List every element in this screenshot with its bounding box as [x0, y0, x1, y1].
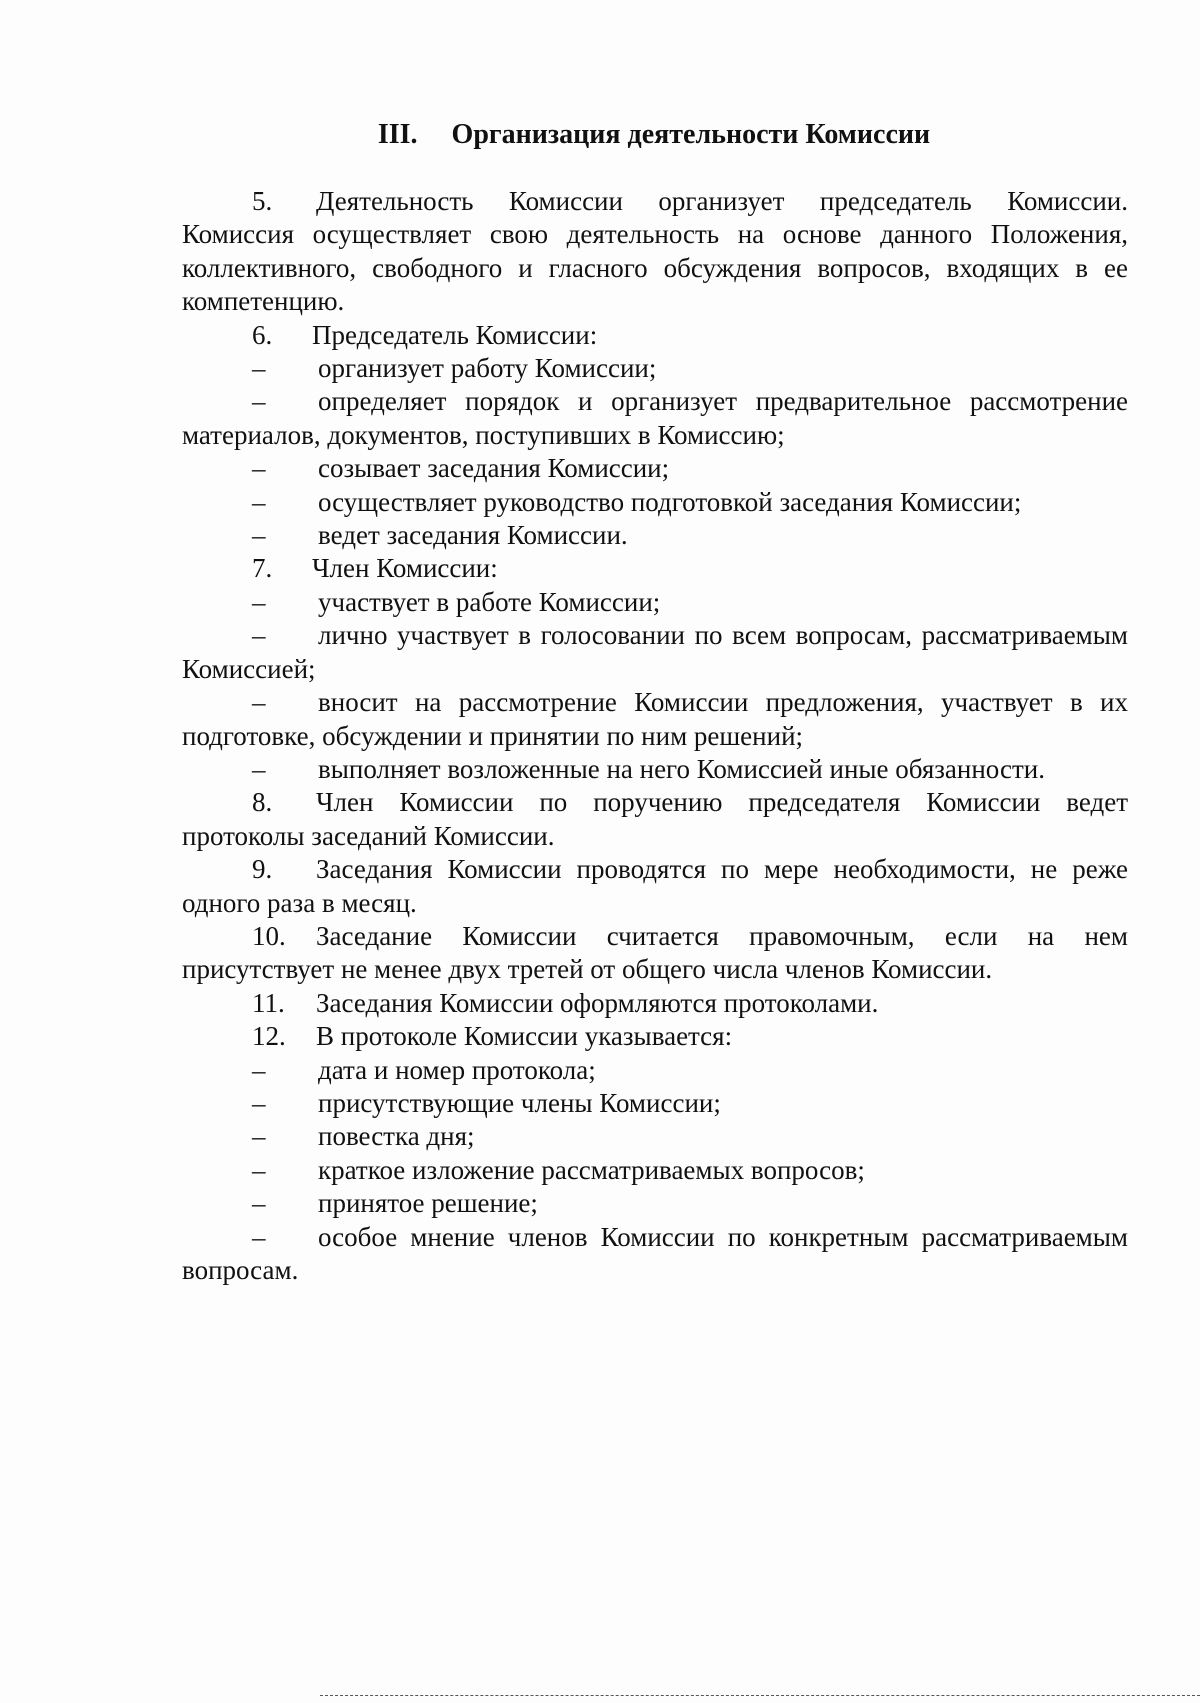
paragraph-text: Председатель Комиссии:: [312, 319, 598, 350]
list-item-text: дата и номер протокола;: [318, 1054, 596, 1085]
list-item-text: выполняет возложенные на него Комиссией иные обязанности.: [318, 753, 1045, 784]
list-item-text: краткое изложение рассматриваемых вопросов;: [318, 1154, 865, 1185]
list-item-text: созывает заседания Комиссии;: [318, 453, 670, 484]
document-body: [182, 185, 1128, 1287]
list-item: [182, 586, 1128, 619]
paragraph-number: 7.: [252, 553, 273, 584]
list-item-text: повестка дня;: [318, 1121, 475, 1152]
paragraph-text: Заседания Комиссии проводятся по мере необходимости, не реже одного раза в месяц.: [182, 854, 1128, 918]
paragraph-number: 9.: [252, 854, 273, 885]
list-item-text: вносит на рассмотрение Комиссии предложения, участвует в их подготовке, обсуждении и принятии по ним решений;: [182, 687, 1128, 751]
dash-marker: –: [252, 620, 266, 651]
paragraph-number: 12.: [252, 1021, 286, 1052]
paragraph-text: Деятельность Комиссии организует председатель Комиссии. Комиссия осуществляет свою деятельность на основе данного Положения, коллективного, свободного и гласного обсуждения вопросов, входящих в ее компетенцию.: [182, 186, 1128, 317]
section-number: III.: [377, 119, 418, 150]
list-item: [182, 1187, 1128, 1220]
section-heading: [180, 116, 1128, 154]
paragraph-text: Заседания Комиссии оформляются протоколами.: [316, 987, 879, 1018]
paragraph-number: 6.: [252, 319, 273, 350]
dash-marker: –: [252, 1121, 266, 1152]
list-item-text: осуществляет руководство подготовкой заседания Комиссии;: [318, 486, 1022, 517]
dash-marker: –: [252, 353, 266, 384]
list-item: [182, 1120, 1128, 1153]
list-item: [182, 1221, 1128, 1288]
paragraph-6: [182, 319, 1128, 352]
dash-marker: –: [252, 520, 266, 551]
paragraph-12: [182, 1020, 1128, 1053]
dash-marker: –: [252, 386, 266, 417]
paragraph-text: В протоколе Комиссии указывается:: [316, 1021, 733, 1052]
dash-marker: –: [252, 1188, 266, 1219]
list-item-text: присутствующие члены Комиссии;: [318, 1087, 721, 1118]
list-item: [182, 686, 1128, 753]
list-item-text: организует работу Комиссии;: [318, 353, 657, 384]
paragraph-5: [182, 185, 1128, 319]
dash-marker: –: [252, 453, 266, 484]
dash-marker: –: [252, 1054, 266, 1085]
list-item: [182, 519, 1128, 552]
list-item-text: ведет заседания Комиссии.: [318, 520, 628, 551]
dash-marker: –: [252, 1221, 266, 1252]
list-item-text: участвует в работе Комиссии;: [318, 586, 661, 617]
paragraph-text: Заседание Комиссии считается правомочным, если на нем присутствует не менее двух третей от общего числа членов Комиссии.: [182, 920, 1128, 985]
dash-marker: –: [252, 1154, 266, 1185]
scan-edge-line: [320, 1695, 1200, 1696]
paragraph-10: [182, 920, 1128, 987]
list-item: [182, 385, 1128, 452]
paragraph-number: 8.: [252, 787, 273, 818]
paragraph-9: [182, 853, 1128, 920]
paragraph-number: 5.: [252, 186, 273, 216]
list-item: [182, 452, 1128, 485]
list-item: [182, 1154, 1128, 1187]
list-item-text: принятое решение;: [318, 1188, 538, 1219]
list-item: [182, 1087, 1128, 1120]
list-item: [182, 753, 1128, 786]
paragraph-8: [182, 786, 1128, 853]
list-item: [182, 1054, 1128, 1087]
paragraph-text: Член Комиссии по поручению председателя Комиссии ведет протоколы заседаний Комиссии.: [182, 787, 1128, 851]
dash-marker: –: [252, 1087, 266, 1118]
paragraph-number: 11.: [252, 987, 285, 1018]
dash-marker: –: [252, 687, 266, 718]
list-item: [182, 352, 1128, 385]
paragraph-number: 10.: [252, 920, 286, 951]
list-item: [182, 619, 1128, 686]
list-item-text: определяет порядок и организует предварительное рассмотрение материалов, документов, поступивших в Комиссию;: [182, 386, 1128, 450]
list-item-text: особое мнение членов Комиссии по конкретным рассматриваемым вопросам.: [182, 1221, 1128, 1285]
dash-marker: –: [252, 753, 266, 784]
section-title: Организация деятельности Комиссии: [451, 119, 931, 150]
paragraph-text: Член Комиссии:: [312, 553, 498, 584]
dash-marker: –: [252, 486, 266, 517]
paragraph-11: [182, 987, 1128, 1020]
list-item-text: лично участвует в голосовании по всем вопросам, рассматриваемым Комиссией;: [182, 620, 1128, 684]
dash-marker: –: [252, 586, 266, 617]
paragraph-7: [182, 552, 1128, 585]
list-item: [182, 486, 1128, 519]
